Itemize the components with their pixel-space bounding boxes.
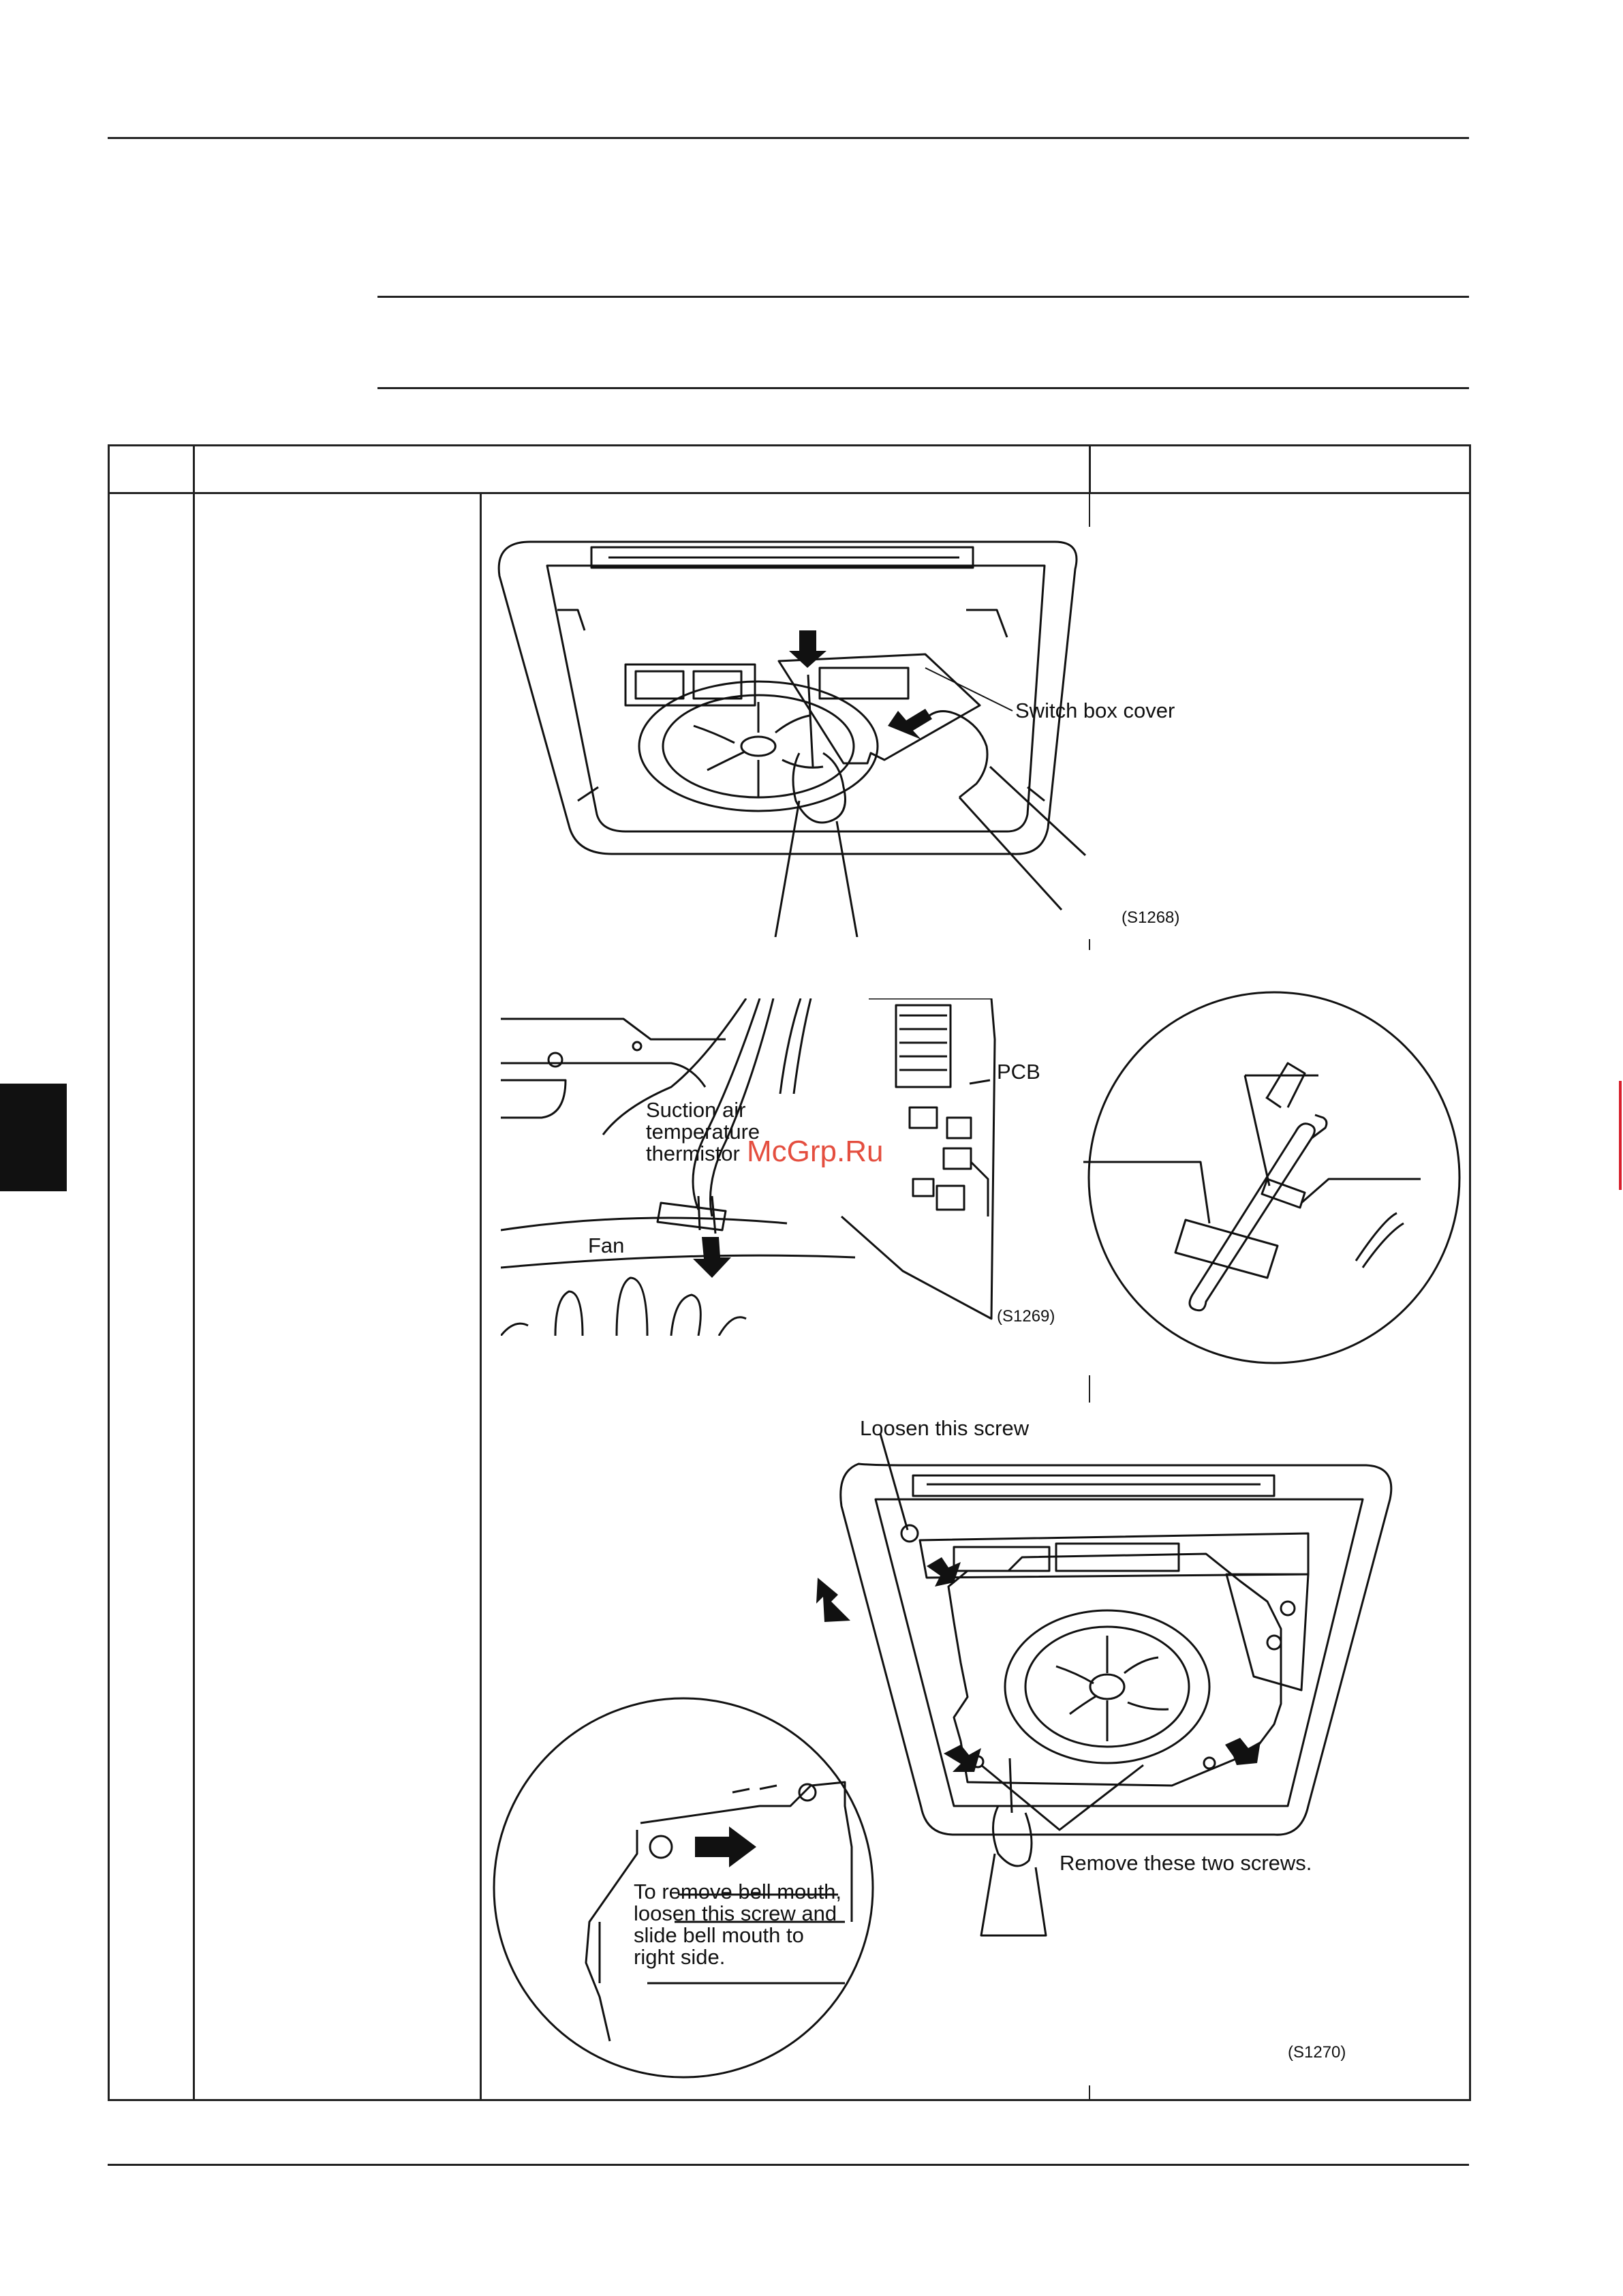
fan-label: Fan xyxy=(588,1234,625,1257)
pcb-label: PCB xyxy=(997,1060,1040,1084)
section-rule-bottom xyxy=(377,387,1469,389)
callout-line1: To remove bell mouth, xyxy=(634,1880,841,1903)
thermistor-label-line3: thermistor xyxy=(646,1142,740,1165)
callout-line2: loosen this screw and xyxy=(634,1901,837,1925)
callout-line4: right side. xyxy=(634,1945,726,1969)
thermistor-detail-illustration xyxy=(1083,988,1462,1366)
tick xyxy=(1089,939,1090,950)
watermark: McGrp.Ru xyxy=(747,1135,884,1168)
col-points-header-divider xyxy=(1089,444,1091,492)
table-header-bottom xyxy=(108,492,1470,494)
tick xyxy=(1089,1375,1090,1403)
figure-code-s1269: (S1269) xyxy=(997,1307,1055,1326)
table-bottom xyxy=(108,2099,1470,2101)
table-top xyxy=(108,444,1470,446)
callout-line3: slide bell mouth to xyxy=(634,1923,804,1947)
edge-mark xyxy=(1619,1081,1622,1190)
figure-switch-box-cover xyxy=(489,528,1180,937)
figure-code-s1268: (S1268) xyxy=(1122,908,1180,927)
tick xyxy=(1089,494,1090,527)
table-left xyxy=(108,444,110,2101)
figure-detail-circle xyxy=(1083,988,1462,1366)
loosen-this-screw-label: Loosen this screw xyxy=(860,1416,1030,1440)
switch-box-cover-label: Switch box cover xyxy=(1015,699,1175,722)
col-step-divider xyxy=(193,444,195,2101)
chapter-tab xyxy=(0,1084,67,1191)
figure-bell-mouth xyxy=(491,1404,1444,2082)
thermistor-label-line1: Suction air xyxy=(646,1098,746,1122)
col-procedure-divider xyxy=(480,492,482,2101)
thermistor-label-line2: temperature xyxy=(646,1120,760,1144)
footer-rule xyxy=(108,2164,1469,2166)
switch-box-cover-illustration xyxy=(489,528,1089,937)
figure-code-s1270: (S1270) xyxy=(1288,2043,1346,2062)
table-right xyxy=(1469,444,1471,2101)
tick xyxy=(1089,2085,1090,2099)
section-rule-top xyxy=(377,296,1469,298)
remove-these-two-screws-label: Remove these two screws. xyxy=(1060,1851,1312,1875)
header-rule xyxy=(108,137,1469,139)
bell-mouth-illustration xyxy=(491,1404,1444,2082)
